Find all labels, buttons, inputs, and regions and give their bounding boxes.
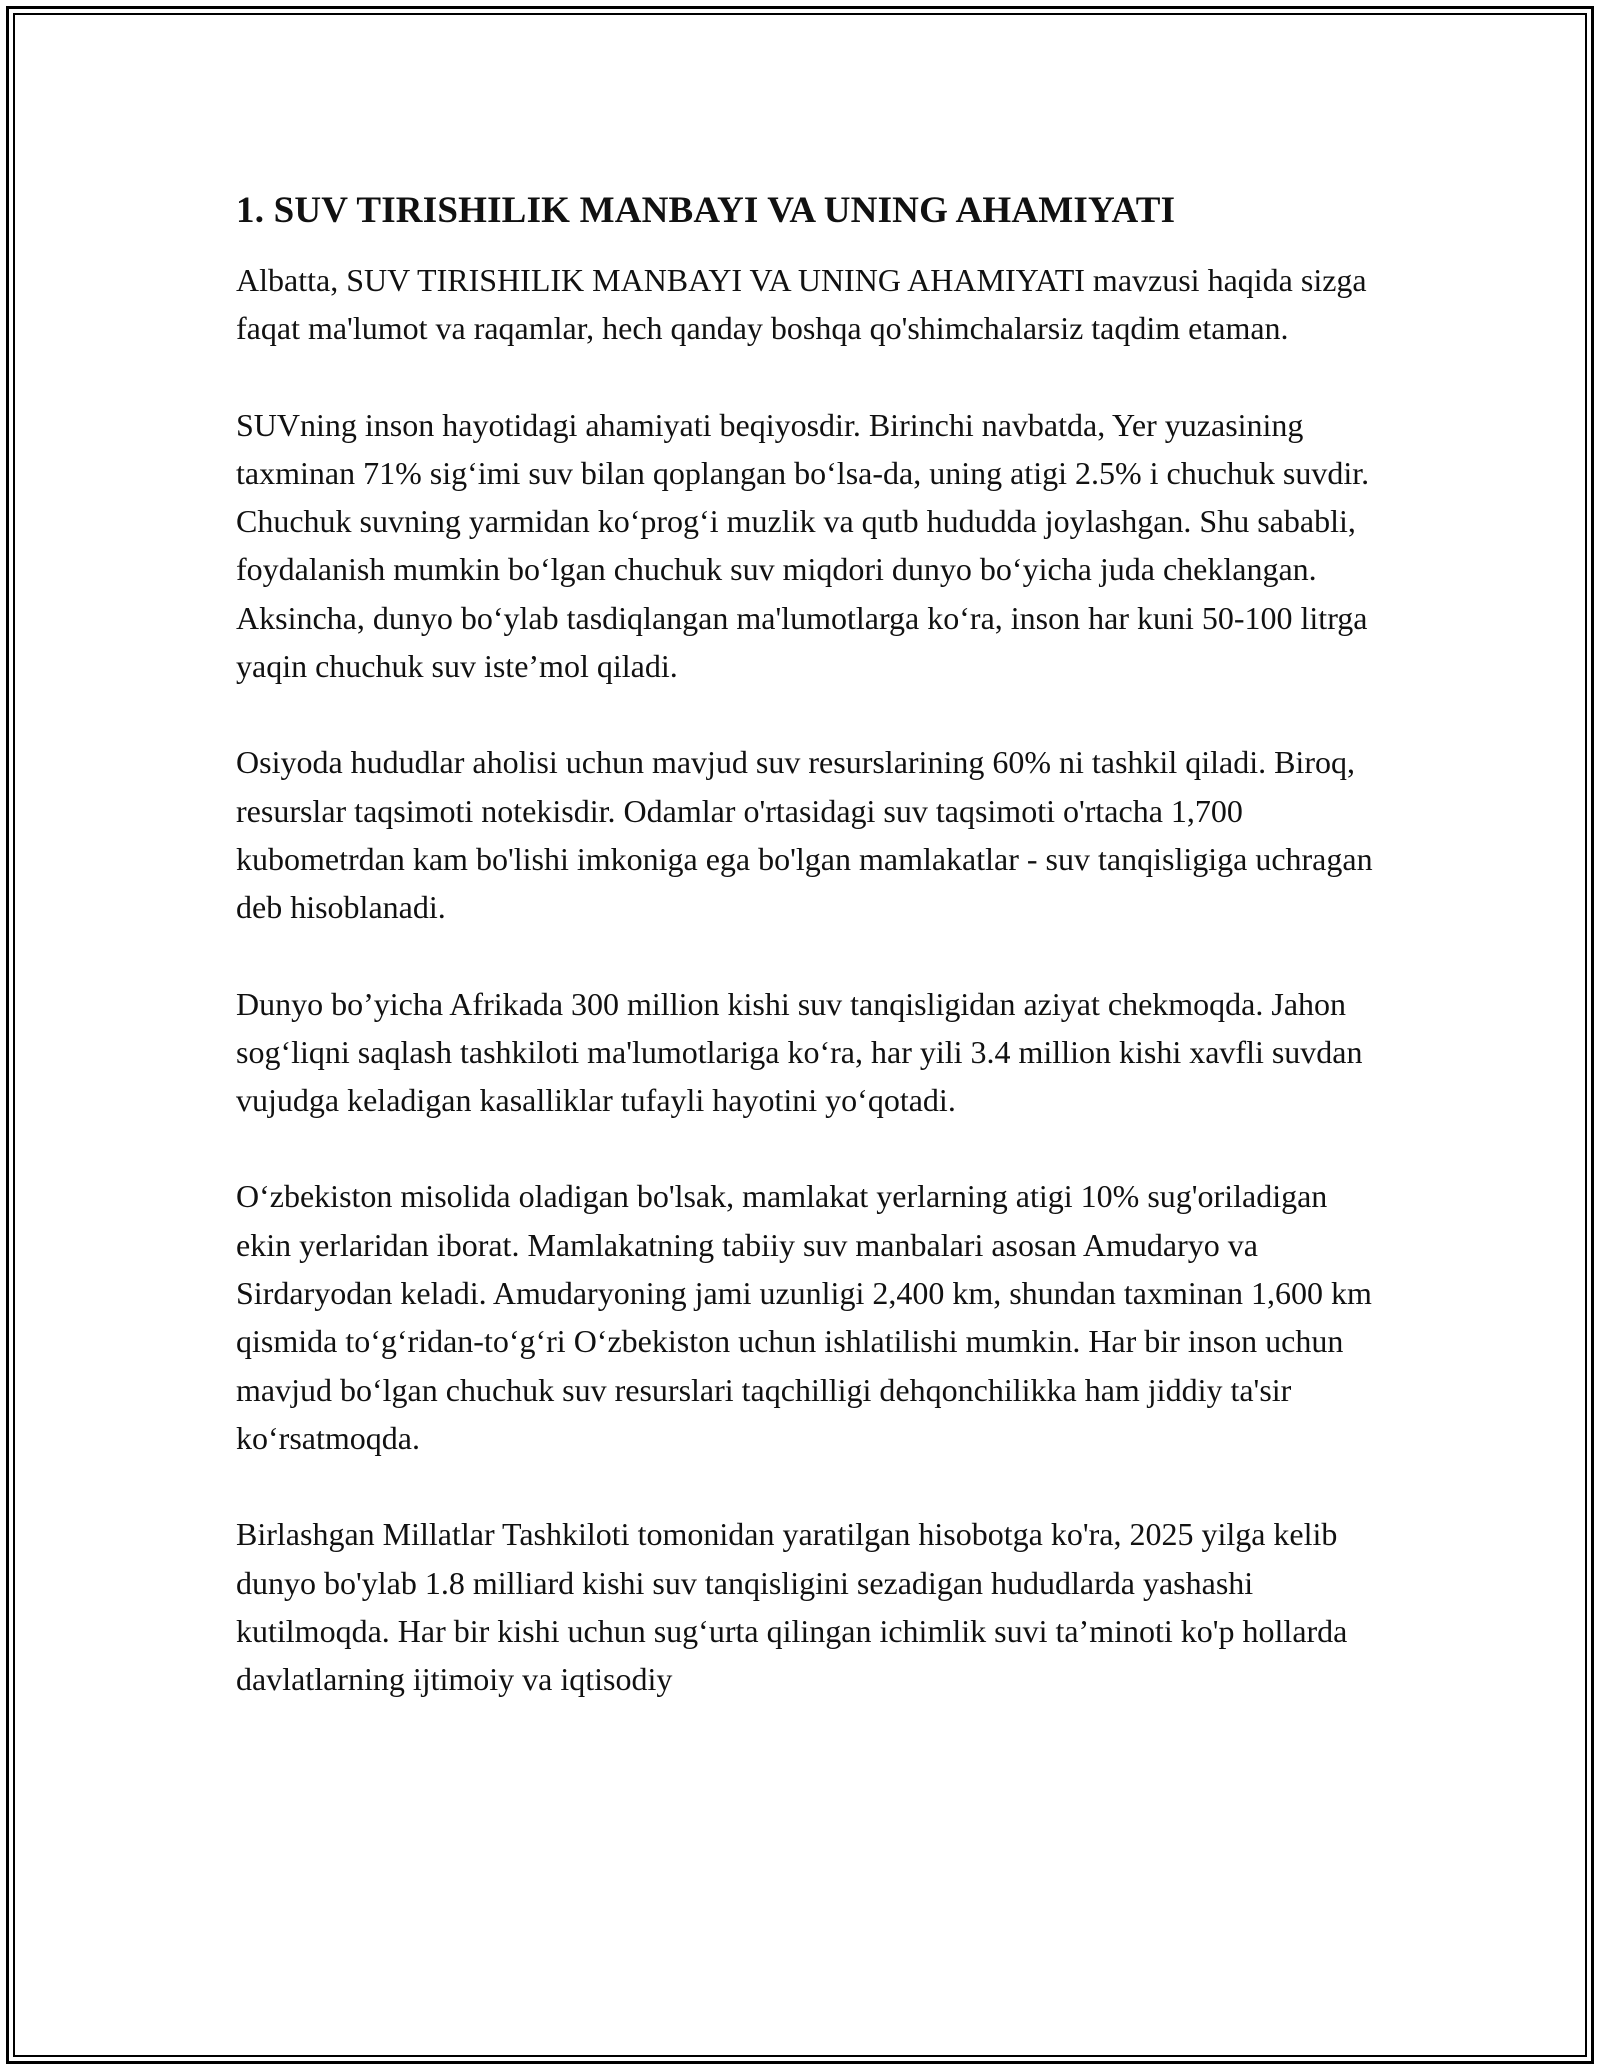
paragraph-intro: Albatta, SUV TIRISHILIK MANBAYI VA UNING AHAMIYATI mavzusi haqida sizga faqat ma'lumot va raqamlar, hech qanday boshqa qo'shimchalarsiz taqdim etaman. <box>236 262 1367 347</box>
paragraph-uzbekistan: O‘zbekiston misolida oladigan bo'lsak, mamlakat yerlarning atigi 10% sug'oriladigan ekin yerlaridan iborat. Mamlakatning tabiiy suv manbalari asosan Amudaryo va Sirdaryodan keladi. Amudaryoning jami uzunligi 2,400 km, shundan taxminan 1,600 km qismida to‘g‘ridan-to‘g‘ri O‘zbekiston uchun ishlatilishi mumkin. Har bir inson uchun mavjud bo‘lgan chuchuk suv resurslari taqchilligi dehqonchilikka ham jiddiy ta'sir ko‘rsatmoqda. <box>236 1178 1372 1456</box>
document-title: 1. SUV TIRISHILIK MANBAYI VA UNING AHAMIYATI <box>236 190 1176 231</box>
document-body <box>236 186 1376 1751</box>
paragraph-africa-scarcity: Dunyo bo’yicha Afrikada 300 million kishi suv tanqisligidan aziyat chekmoqda. Jahon sog‘liqni saqlash tashkiloti ma'lumotlariga ko‘ra, har yili 3.4 million kishi xavfli suvdan vujudga keladigan kasalliklar tufayli hayotini yo‘qotadi. <box>236 985 1363 1119</box>
paragraph-water-importance: SUVning inson hayotidagi ahamiyati beqiyosdir. Birinchi navbatda, Yer yuzasining taxminan 71% sig‘imi suv bilan qoplangan bo‘lsa-da, uning atigi 2.5% i chuchuk suvdir. Chuchuk suvning yarmidan ko‘prog‘i muzlik va qutb hududda joylashgan. Shu sababli, foydalanish mumkin bo‘lgan chuchuk suv miqdori dunyo bo‘yicha juda cheklangan. Aksincha, dunyo bo‘ylab tasdiqlangan ma'lumotlarga ko‘ra, inson har kuni 50-100 litrga yaqin chuchuk suv iste’mol qiladi. <box>236 406 1370 685</box>
paragraph-un-report: Birlashgan Millatlar Tashkiloti tomonidan yaratilgan hisobotga ko'ra, 2025 yilga kelib dunyo bo'ylab 1.8 milliard kishi suv tanqisligini sezadigan hududlarda yashashi kutilmoqda. Har bir kishi uchun sug‘urta qilingan ichimlik suvi ta’minoti ko'p hollarda davlatlarning ijtimoiy va iqtisodiy <box>236 1516 1348 1698</box>
paragraph-asia-resources: Osiyoda hududlar aholisi uchun mavjud suv resurslarining 60% ni tashkil qiladi. Biroq, resurslar taqsimoti notekisdir. Odamlar o'rtasidagi suv taqsimoti o'rtacha 1,700 kubometrdan kam bo'lishi imkoniga ega bo'lgan mamlakatlar - suv tanqisligiga uchragan deb hisoblanadi. <box>236 744 1373 926</box>
